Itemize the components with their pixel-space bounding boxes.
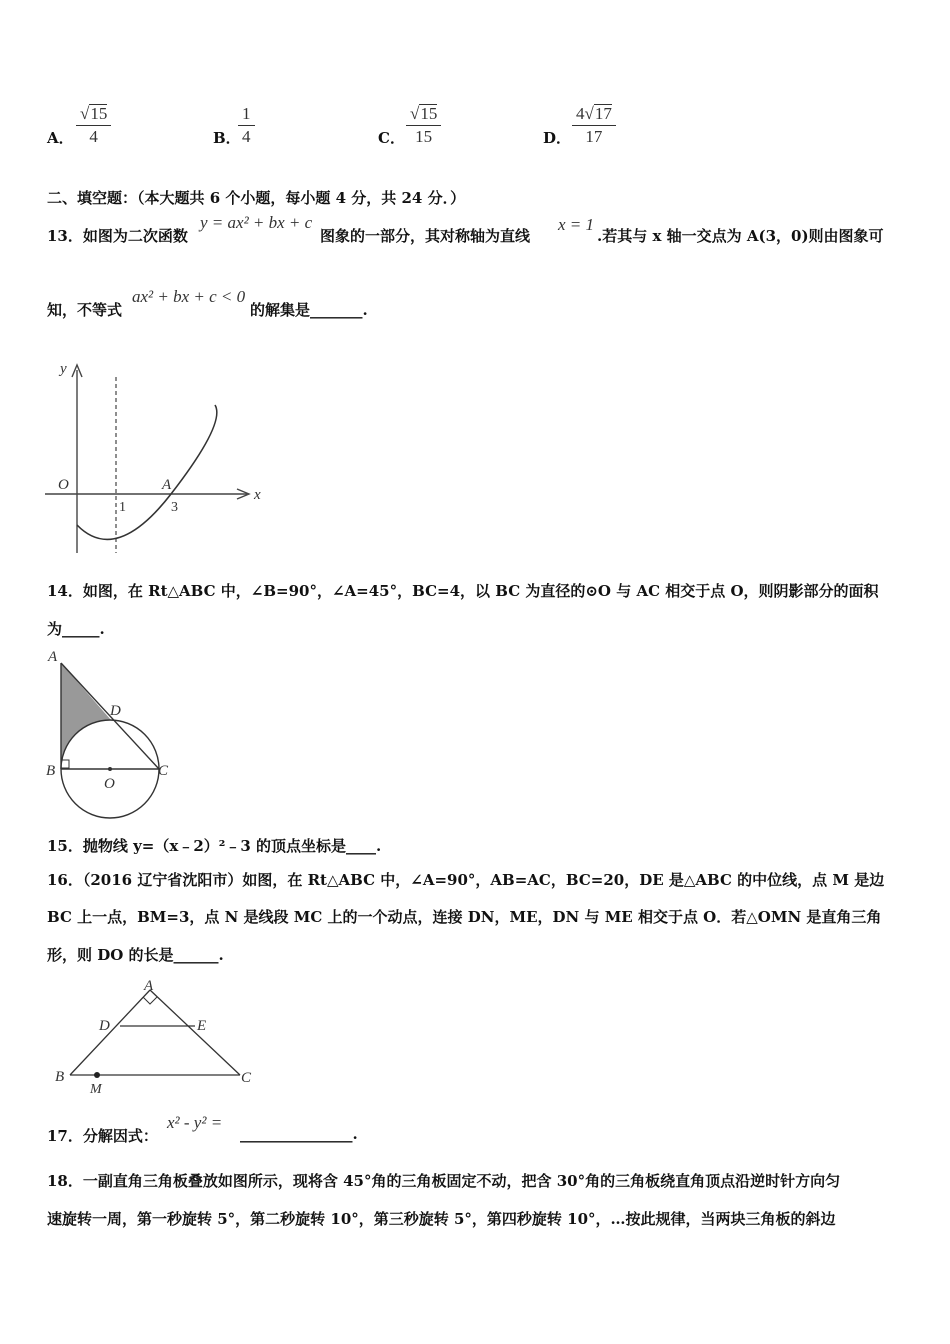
q18-line-1: 18．一副直角三角板叠放如图所示，现将含 45°角的三角板固定不动，把含 30°角的三角板绕直角顶点沿逆时针方向匀 (47, 1172, 841, 1190)
label-e: E (197, 1018, 207, 1034)
q13-text-4: 知，不等式 (47, 301, 123, 319)
q13-text-2: 图象的一部分，其对称轴为直线 (320, 227, 531, 245)
label-o: O (104, 776, 115, 792)
label-a: A (48, 649, 58, 665)
right-angle-mark (143, 997, 157, 1004)
q17-formula: x² - y² = (167, 1113, 223, 1132)
shaded-region (61, 663, 111, 769)
label-d: D (99, 1018, 110, 1034)
q13-formula-axis: x = 1 (558, 215, 595, 234)
choice-a-fraction: $\frac{√15}{4}$ (76, 103, 111, 148)
point-a-label: A (162, 477, 172, 493)
choice-c-radicand: 15 (420, 104, 438, 123)
question-15: 15．抛物线 y=（x﹣2）²﹣3 的顶点坐标是____. (47, 837, 382, 855)
q16-line-1: 16．（2016 辽宁省沈阳市）如图，在 Rt△ABC 中，∠A=90°，AB=AC，BC=20，DE 是△ABC 的中位线，点 M 是边 (47, 871, 885, 889)
label-m: M (90, 1082, 102, 1096)
x-label: x (254, 487, 261, 503)
label-b: B (55, 1069, 65, 1085)
center-dot (108, 767, 112, 771)
q14-circle-figure (40, 645, 180, 820)
label-c: C (241, 1070, 252, 1086)
origin-label: O (58, 477, 69, 493)
q18-line-2: 速旋转一周，第一秒旋转 5°，第二秒旋转 10°，第三秒旋转 5°，第四秒旋转 10°，…按此规律，当两块三角板的斜边 (47, 1210, 836, 1228)
tick-3-label: 3 (171, 500, 178, 515)
choice-b-fraction (238, 103, 255, 148)
choice-c-fraction: $\frac{√15}{15}$ (406, 103, 441, 148)
q13-parabola-graph (40, 355, 270, 565)
choice-a-radicand: 15 (90, 104, 108, 123)
choice-c-letter: C． (378, 129, 405, 147)
q17-blank: _______________. (240, 1125, 358, 1143)
section-header: 二、填空题：（本大题共 6 个小题，每小题 4 分，共 24 分．） (47, 189, 466, 207)
segment-ac (150, 990, 240, 1075)
point-m-dot (94, 1072, 100, 1078)
choice-a-denominator: 4 (89, 127, 98, 146)
q14-line-2: 为_____. (47, 620, 105, 638)
q16-line-3: 形，则 DO 的长是______. (47, 946, 224, 964)
label-b: B (46, 763, 56, 779)
q13-text-5: 的解集是_______. (250, 301, 368, 319)
choice-d-denominator: 17 (585, 127, 603, 146)
q13-text-1: 13．如图为二次函数 (47, 227, 188, 245)
choice-b-letter: B． (213, 129, 241, 147)
choice-c-denominator: 15 (415, 127, 433, 146)
q17-text: 17．分解因式： (47, 1127, 158, 1145)
choice-d-radicand: 17 (594, 104, 612, 123)
segment-ab (70, 990, 150, 1075)
q13-text-3: .若其与 x 轴一交点为 A(3，0)则由图象可 (597, 227, 884, 245)
q16-line-2: BC 上一点，BM=3，点 N 是线段 MC 上的一个动点，连接 DN，ME，DN 与 ME 相交于点 O．若△OMN 是直角三角 (47, 908, 882, 926)
y-label: y (60, 361, 67, 377)
choice-a-letter: A． (47, 129, 74, 147)
label-c: C (158, 763, 169, 779)
parabola-curve (77, 405, 217, 539)
choice-d-coefficient: 4 (576, 104, 585, 123)
tick-1-label: 1 (119, 500, 126, 515)
q16-triangle-figure (50, 978, 265, 1096)
q14-line-1: 14．如图，在 Rt△ABC 中，∠B=90°，∠A=45°，BC=4，以 BC 为直径的⊙O 与 AC 相交于点 O，则阴影部分的面积 (47, 582, 879, 600)
choice-b-numerator: 1 (238, 103, 255, 126)
q13-formula-inequality: ax² + bx + c < 0 (132, 287, 246, 306)
choice-b-denominator: 4 (242, 127, 251, 146)
choice-d-letter: D． (543, 129, 572, 147)
choice-d-fraction: $\frac{4√17}{17}$ (572, 103, 616, 148)
label-d: D (110, 703, 121, 719)
q13-formula-quadratic: y = ax² + bx + c (200, 213, 313, 232)
label-a: A (144, 978, 154, 994)
